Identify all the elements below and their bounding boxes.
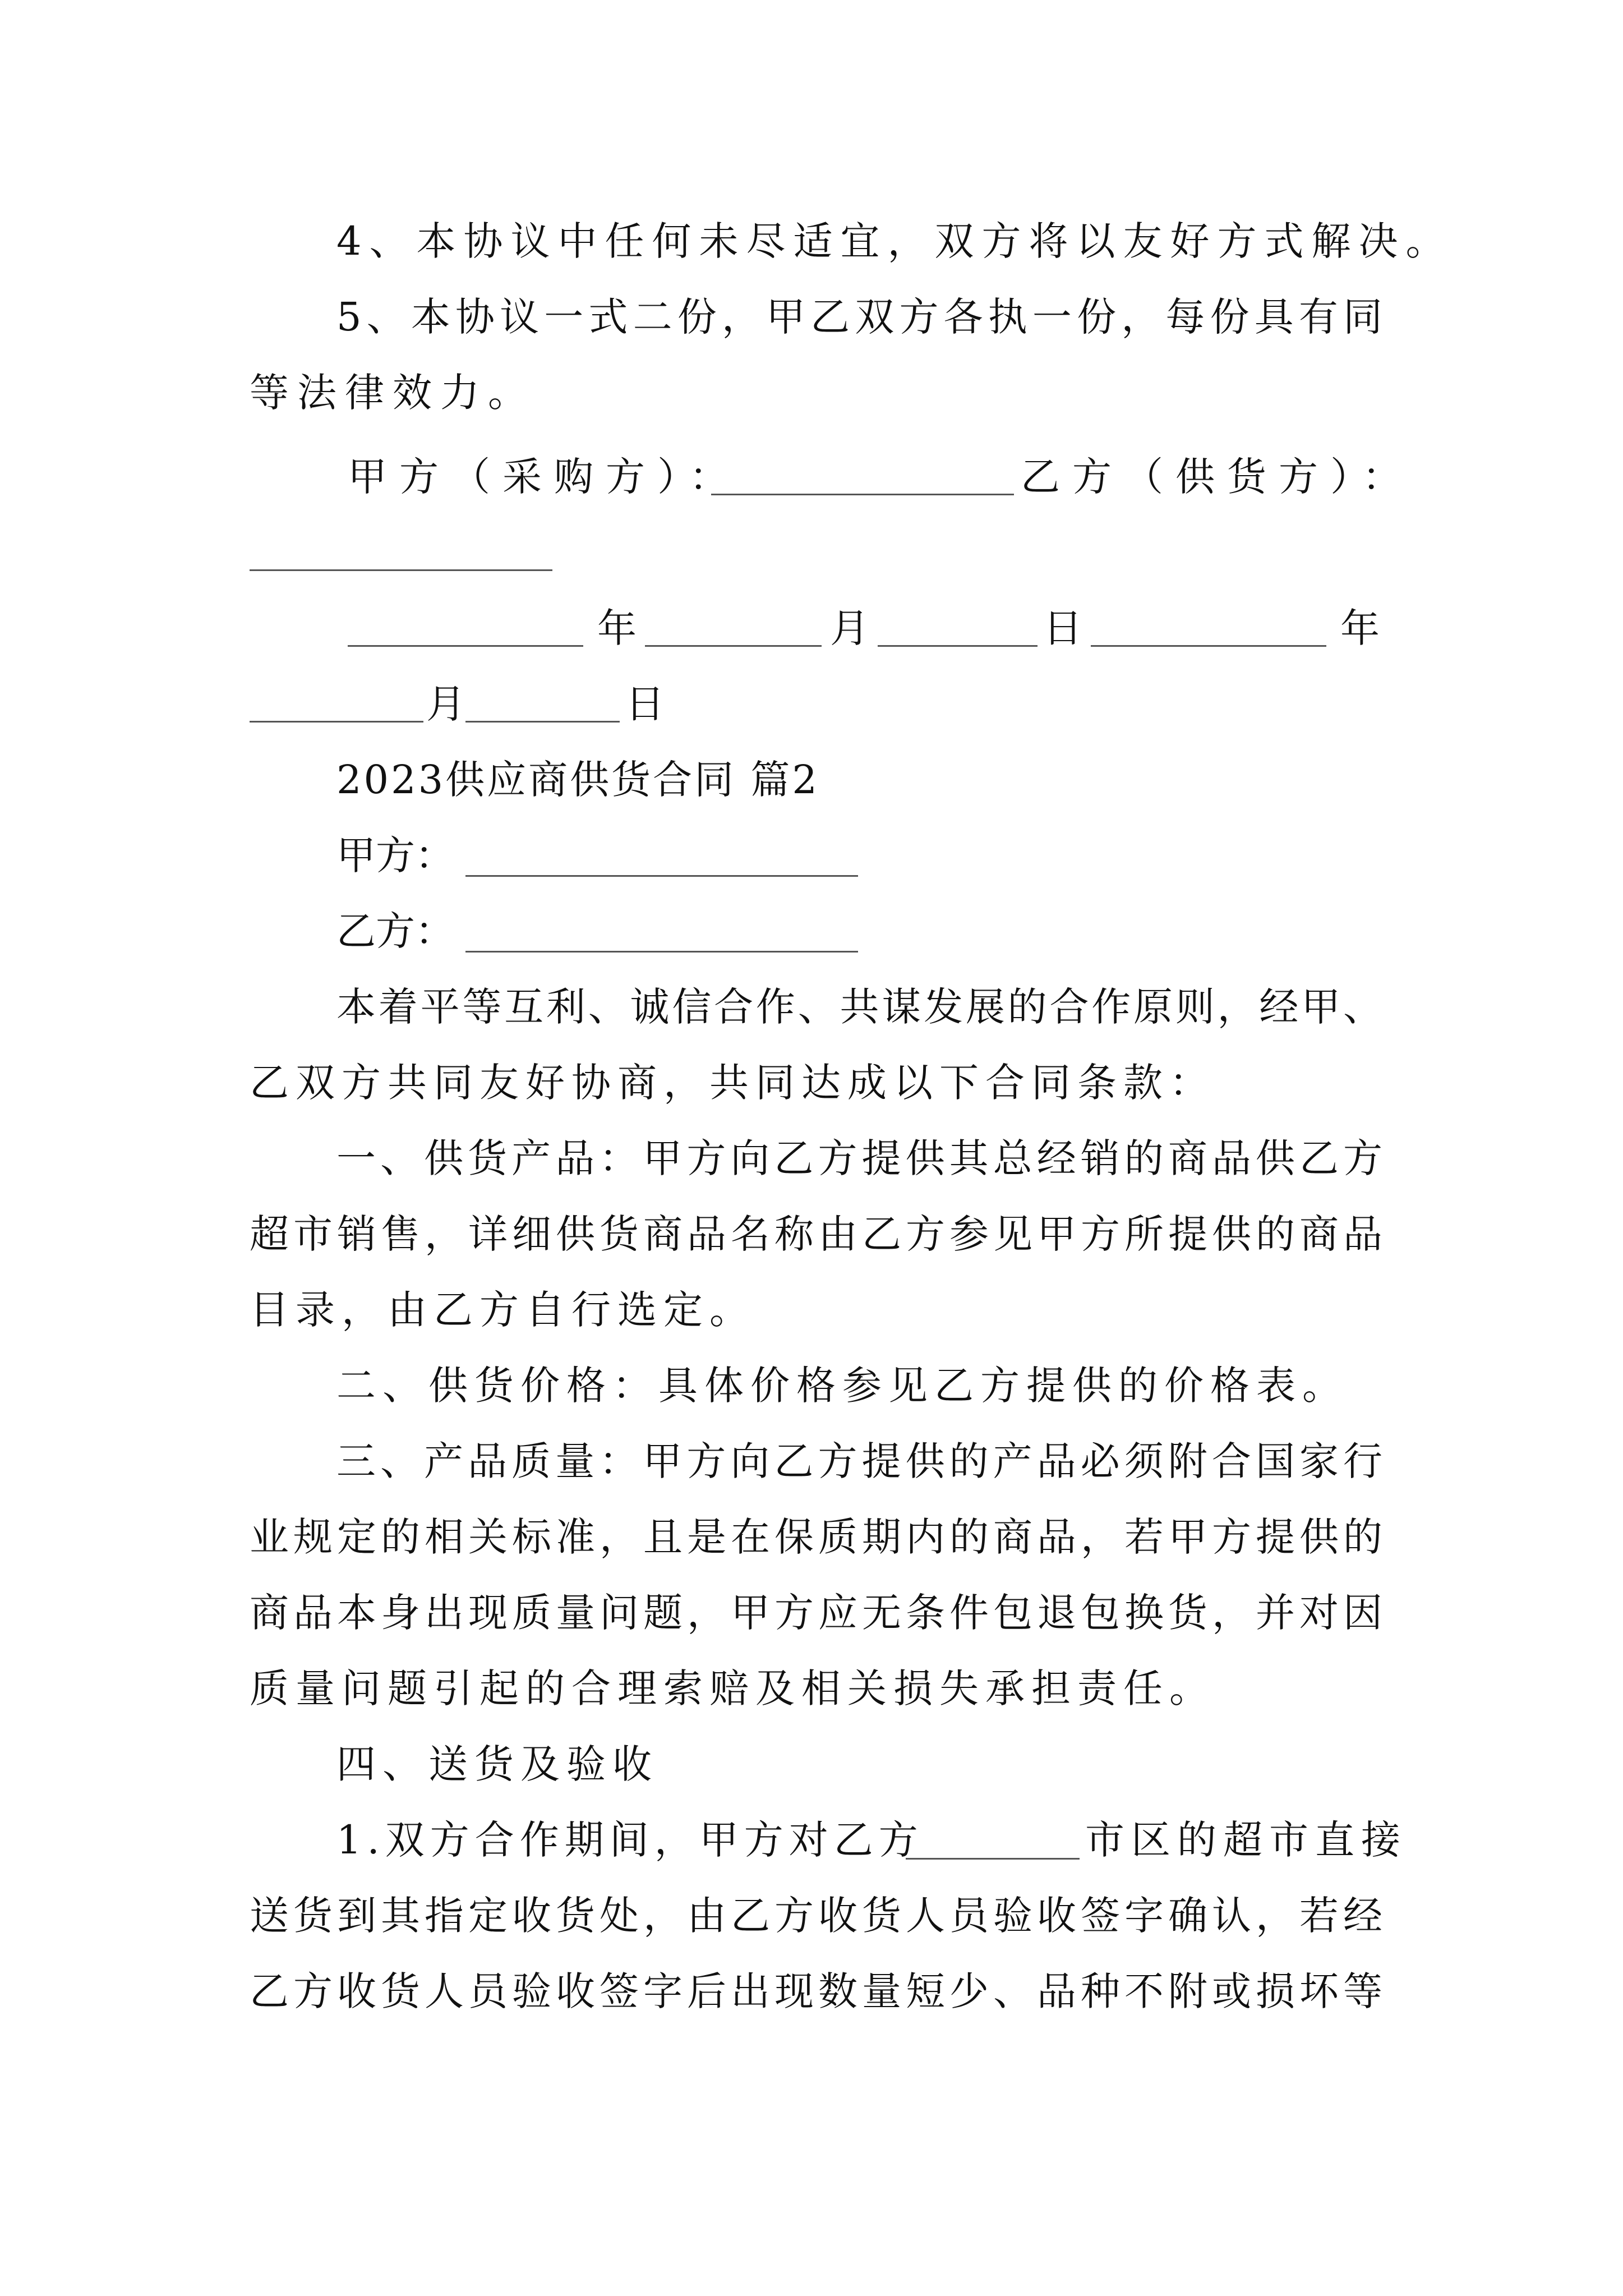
clause-3-line-2: 业规定的相关标准，且是在保质期内的商品，若甲方提供的 bbox=[250, 1514, 1382, 1560]
clause-4-text: 4、本协议中任何未尽适宜，双方将以友好方式解决。 bbox=[336, 218, 1453, 264]
clause-4-1-line-2: 送货到其指定收货处，由乙方收货人员验收签字确认，若经 bbox=[250, 1893, 1382, 1939]
intro-line-1: 本着平等互利、诚信合作、共谋发展的合作原则，经甲、 bbox=[336, 984, 1382, 1030]
signature-party-b-label: 乙方（供货方）： bbox=[1021, 454, 1414, 500]
clause-1-line-3: 目录，由乙方自行选定。 bbox=[250, 1287, 755, 1333]
party-b-label: 乙方： bbox=[336, 908, 454, 954]
clause-5-line-1: 5、本协议一式二份，甲乙双方各执一份，每份具有同 bbox=[336, 294, 1382, 340]
party-a-label: 甲方： bbox=[336, 832, 454, 878]
date-b-day-label: 日 bbox=[625, 681, 665, 727]
signature-party-a-blank bbox=[711, 494, 1014, 495]
intro-line-2: 乙双方共同友好协商，共同达成以下合同条款： bbox=[250, 1060, 1215, 1106]
clause-3-line-1: 三、产品质量：甲方向乙方提供的产品必须附合国家行 bbox=[336, 1438, 1382, 1484]
date-a-day-blank bbox=[878, 645, 1038, 647]
date-a-year-blank bbox=[348, 645, 583, 647]
clause-5-line-2: 等法律效力。 bbox=[250, 370, 536, 416]
date-a-month-label: 月 bbox=[830, 605, 869, 651]
clause-1-line-2: 超市销售，详细供货商品名称由乙方参见甲方所提供的商品 bbox=[250, 1211, 1382, 1257]
date-b-day-blank bbox=[465, 721, 620, 723]
clause-2-line-1: 二、供货价格：具体价格参见乙方提供的价格表。 bbox=[336, 1363, 1348, 1409]
clause-4-title: 四、送货及验收 bbox=[336, 1741, 658, 1787]
party-b-blank bbox=[465, 951, 858, 953]
clause-1-line-1: 一、供货产品：甲方向乙方提供其总经销的商品供乙方 bbox=[336, 1135, 1382, 1181]
clause-4-1-part-2: 市区的超市直接 bbox=[1085, 1817, 1407, 1863]
date-a-month-blank bbox=[645, 645, 822, 647]
date-a-year-label: 年 bbox=[597, 605, 637, 651]
clause-3-line-3: 商品本身出现质量问题，甲方应无条件包退包换货，并对因 bbox=[250, 1590, 1382, 1636]
party-a-blank bbox=[465, 875, 858, 877]
section-title: 2023供应商供货合同 篇2 bbox=[336, 757, 819, 803]
clause-4-1-line-3: 乙方收货人员验收签字后出现数量短少、品种不附或损坏等 bbox=[250, 1968, 1382, 2014]
clause-4-1-part-1: 1.双方合作期间，甲方对乙方 bbox=[336, 1817, 924, 1863]
date-a-day-label: 日 bbox=[1043, 605, 1082, 651]
date-b-month-blank bbox=[250, 721, 423, 723]
signature-party-b-blank bbox=[250, 569, 552, 571]
date-b-year-blank bbox=[1091, 645, 1326, 647]
clause-4-1-city-blank bbox=[906, 1858, 1080, 1860]
date-b-year-label: 年 bbox=[1340, 605, 1380, 651]
clause-3-line-4: 质量问题引起的合理索赔及相关损失承担责任。 bbox=[250, 1665, 1215, 1711]
date-b-month-label: 月 bbox=[426, 681, 465, 727]
signature-party-a-label: 甲方（采购方）： bbox=[348, 454, 741, 500]
